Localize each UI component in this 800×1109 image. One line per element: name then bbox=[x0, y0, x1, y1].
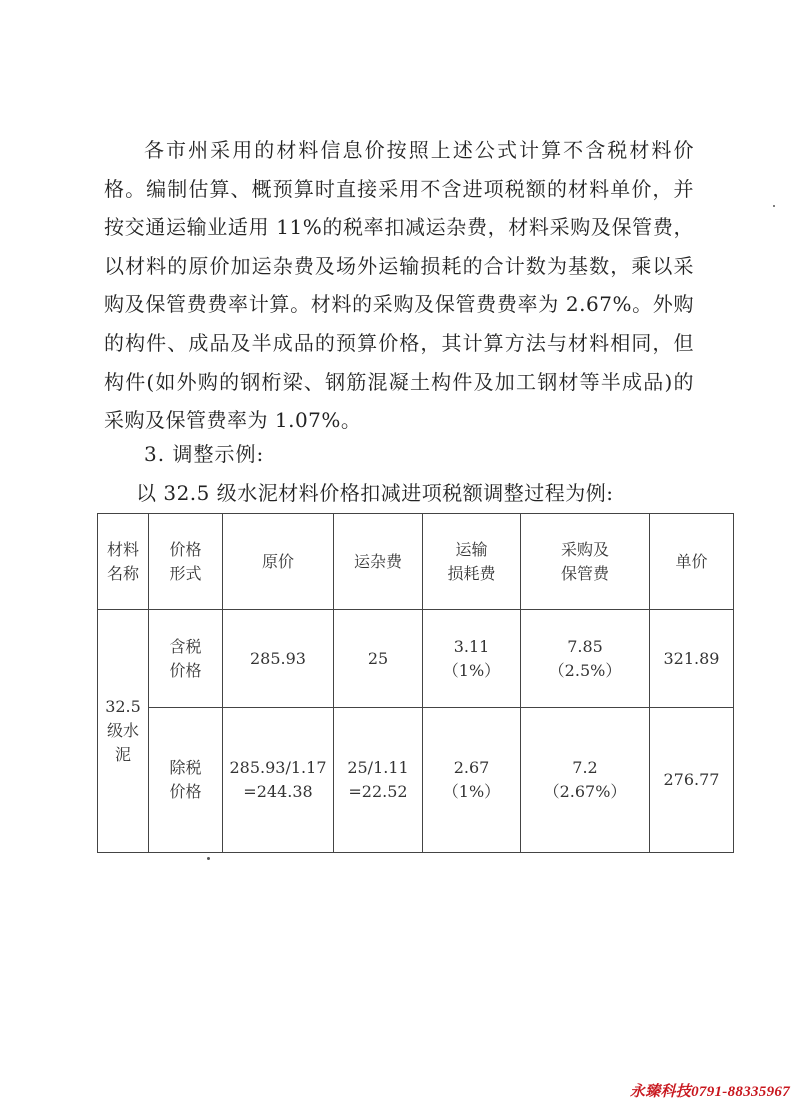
scan-speck bbox=[773, 205, 775, 207]
transport-loss-cell: 3.11 （1%） bbox=[423, 610, 521, 708]
original-price-cell: 285.93/1.17 =244.38 bbox=[223, 708, 334, 853]
footer-company: 永臻科技 bbox=[629, 1084, 692, 1100]
header-transport-loss: 运输 损耗费 bbox=[423, 514, 521, 610]
header-freight: 运杂费 bbox=[334, 514, 423, 610]
freight-cell: 25 bbox=[334, 610, 423, 708]
header-unit-price: 单价 bbox=[650, 514, 734, 610]
body-paragraph: 各市州采用的材料信息价按照上述公式计算不含税材料价格。编制估算、概预算时直接采用不含进项税额的材料单价，并按交通运输业适用 11%的税率扣减运杂费，材料采购及保管费，以材料的原价加运杂费及场外运输损耗的合计数为基数，乘以采购及保管费费率计算。材料的采购及保管费费率为 2.67%。外购的构件、成品及半成品的预算价格，其计算方法与材料相同，但构件(如外购的钢桁梁、钢筋混凝土构件及加工钢材等半成品)的采购及保管费率为 1.07%。 bbox=[104, 138, 694, 433]
freight-cell: 25/1.11 =22.52 bbox=[334, 708, 423, 853]
material-name-cell: 32.5 级水 泥 bbox=[98, 610, 149, 853]
header-row bbox=[98, 514, 734, 610]
price-form-cell: 含税 价格 bbox=[149, 610, 223, 708]
procurement-storage-cell: 7.2 （2.67%） bbox=[521, 708, 650, 853]
transport-loss-cell: 2.67 （1%） bbox=[423, 708, 521, 853]
price-adjustment-table bbox=[97, 513, 734, 853]
procurement-storage-cell: 7.85 （2.5%） bbox=[521, 610, 650, 708]
section-heading: 3. 调整示例: bbox=[144, 442, 265, 466]
unit-price-cell: 276.77 bbox=[650, 708, 734, 853]
original-price-cell: 285.93 bbox=[223, 610, 334, 708]
footer-contact bbox=[630, 1080, 790, 1101]
header-material-name: 材料 名称 bbox=[98, 514, 149, 610]
price-form-cell: 除税 价格 bbox=[149, 708, 223, 853]
table-row-tax-excluded bbox=[98, 708, 734, 853]
footer-phone: 0791-88335967 bbox=[691, 1084, 790, 1100]
header-original-price: 原价 bbox=[223, 514, 334, 610]
header-price-form: 价格 形式 bbox=[149, 514, 223, 610]
header-procurement-storage: 采购及 保管费 bbox=[521, 514, 650, 610]
unit-price-cell: 321.89 bbox=[650, 610, 734, 708]
example-intro: 以 32.5 级水泥材料价格扣减进项税额调整过程为例: bbox=[136, 481, 614, 505]
scan-speck bbox=[207, 857, 210, 860]
table-row-tax-included bbox=[98, 610, 734, 708]
